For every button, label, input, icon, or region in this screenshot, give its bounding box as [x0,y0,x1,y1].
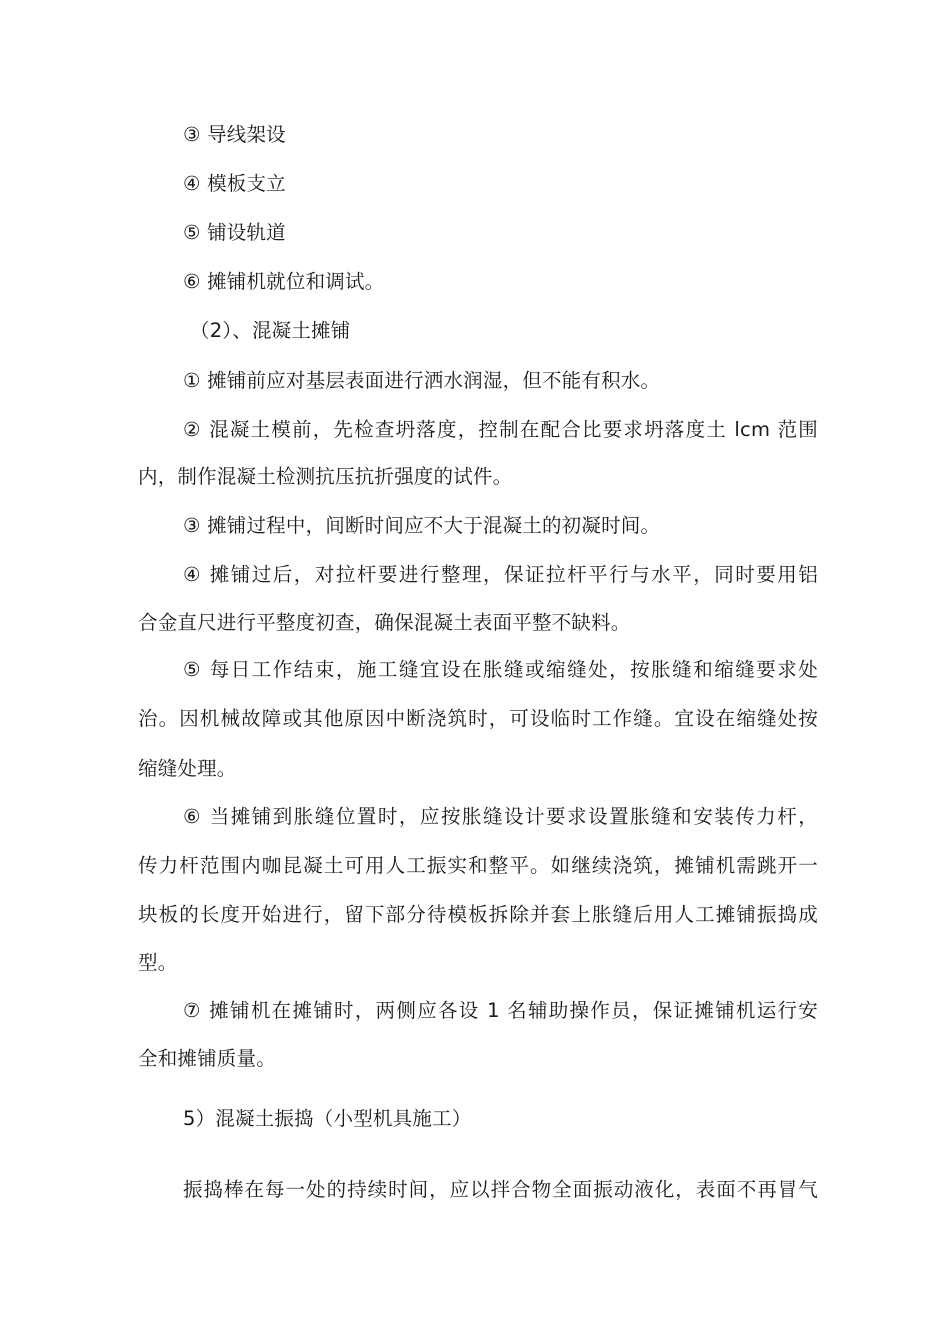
paragraph-line: 治。因机械故障或其他原因中断浇筑时，可设临时工作缝。宜设在缩缝处按 [138,707,818,730]
paragraph-line: ⑦ 摊铺机在摊铺时，两侧应各设 1 名辅助操作员，保证摊铺机运行安 [183,999,818,1022]
paragraph-line: ④ 摊铺过后，对拉杆要进行整理，保证拉杆平行与水平，同时要用铝 [183,563,818,586]
paragraph-line: ② 混凝土模前，先检查坍落度，控制在配合比要求坍落度土 lcm 范围 [183,418,818,441]
paragraph-line: ⑥ 当摊铺到胀缝位置时，应按胀缝设计要求设置胀缝和安装传力杆， [183,805,818,828]
paragraph-line: 传力杆范围内咖昆凝土可用人工振实和整平。如继续浇筑，摊铺机需跳开一 [138,854,818,877]
list-item-paver-setup: ⑥ 摊铺机就位和调试。 [183,270,385,293]
paragraph-line: ③ 摊铺过程中，间断时间应不大于混凝土的初凝时间。 [183,514,661,537]
list-item-wire-setup: ③ 导线架设 [183,123,286,146]
paragraph-line: 内，制作混凝土检测抗压抗折强度的试件。 [138,465,513,488]
paragraph-line: 振捣棒在每一处的持续时间，应以拌合物全面振动液化，表面不再冒气 [183,1178,818,1201]
paragraph-line: 合金直尺进行平整度初查，确保混凝土表面平整不缺料。 [138,611,631,634]
section-heading-vibration: 5）混凝土振捣（小型机具施工） [183,1107,472,1130]
paragraph-line: 缩缝处理。 [138,757,237,780]
list-item-formwork: ④ 模板支立 [183,172,286,195]
paragraph-line: 全和摊铺质量。 [138,1047,276,1070]
paragraph-line: ⑤ 每日工作结束，施工缝宜设在胀缝或缩缝处，按胀缝和缩缝要求处 [183,658,818,681]
paragraph-line: 块板的长度开始进行，留下部分待模板拆除并套上胀缝后用人工摊铺振捣成 [138,903,818,926]
section-heading-paving: （2）、混凝土摊铺 [190,319,351,342]
list-item-track: ⑤ 铺设轨道 [183,221,286,244]
paragraph-line: 型。 [138,951,178,974]
paragraph-line: ① 摊铺前应对基层表面进行洒水润湿，但不能有积水。 [183,369,661,392]
